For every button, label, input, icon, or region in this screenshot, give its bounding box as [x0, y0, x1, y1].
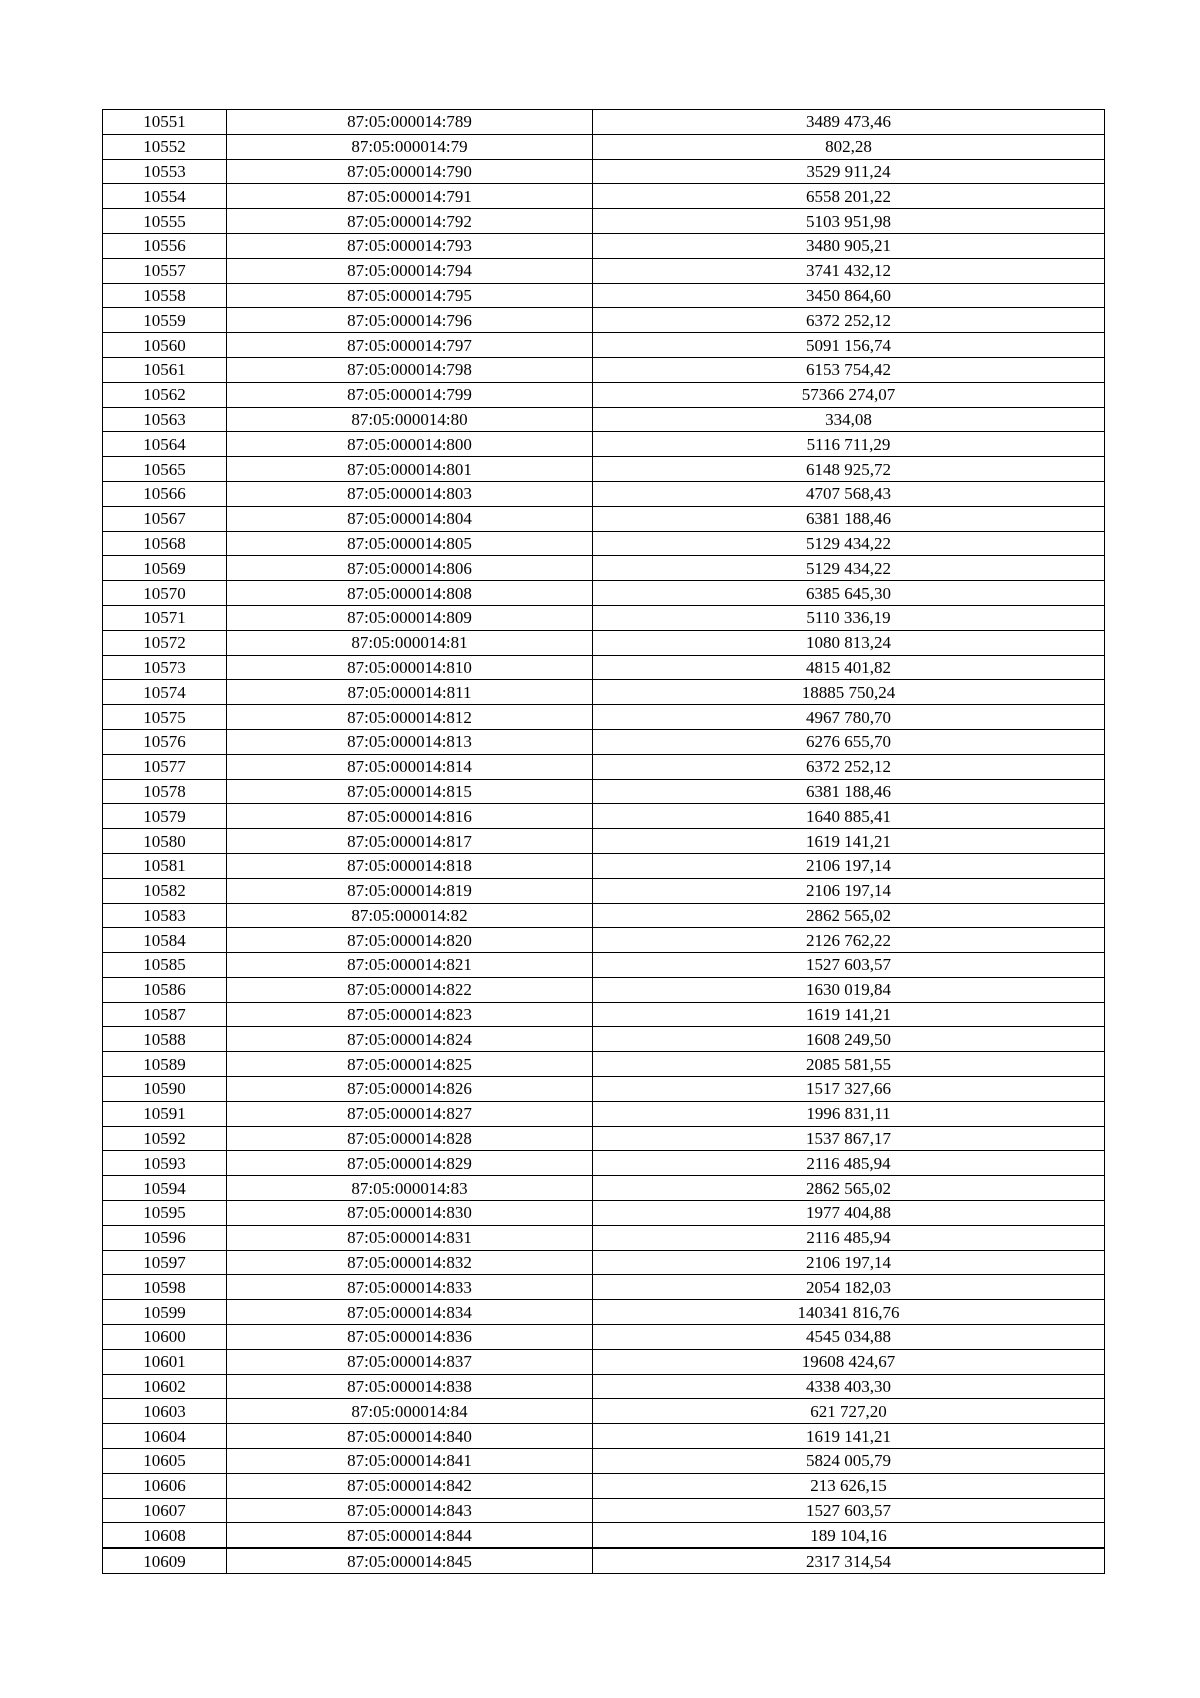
- table-row: [103, 1052, 1105, 1077]
- cadastral-number-cell: 87:05:000014:818: [227, 853, 593, 878]
- cadastral-value-cell: 4707 568,43: [593, 481, 1105, 506]
- row-number-cell: 10597: [103, 1250, 227, 1275]
- row-number-cell: 10551: [103, 110, 227, 135]
- row-number-cell: 10595: [103, 1201, 227, 1226]
- row-number-cell: 10577: [103, 754, 227, 779]
- cadastral-value-cell: 1517 327,66: [593, 1077, 1105, 1102]
- cadastral-number-cell: 87:05:000014:820: [227, 928, 593, 953]
- row-number-cell: 10555: [103, 209, 227, 234]
- cadastral-value-cell: 1996 831,11: [593, 1101, 1105, 1126]
- cadastral-value-cell: 1527 603,57: [593, 1498, 1105, 1523]
- cadastral-number-cell: 87:05:000014:804: [227, 506, 593, 531]
- table-row: [103, 878, 1105, 903]
- cadastral-number-cell: 87:05:000014:836: [227, 1325, 593, 1350]
- row-number-cell: 10599: [103, 1300, 227, 1325]
- cadastral-number-cell: 87:05:000014:837: [227, 1349, 593, 1374]
- cadastral-number-cell: 87:05:000014:79: [227, 134, 593, 159]
- cadastral-value-cell: 213 626,15: [593, 1473, 1105, 1498]
- row-number-cell: 10552: [103, 134, 227, 159]
- row-number-cell: 10573: [103, 655, 227, 680]
- table-row: [103, 457, 1105, 482]
- cadastral-value-cell: 6148 925,72: [593, 457, 1105, 482]
- cadastral-value-cell: 140341 816,76: [593, 1300, 1105, 1325]
- cadastral-value-cell: 4815 401,82: [593, 655, 1105, 680]
- table-body: [103, 110, 1105, 1574]
- row-number-cell: 10572: [103, 630, 227, 655]
- cadastral-number-cell: 87:05:000014:84: [227, 1399, 593, 1424]
- row-number-cell: 10593: [103, 1151, 227, 1176]
- cadastral-number-cell: 87:05:000014:789: [227, 110, 593, 135]
- cadastral-value-cell: 189 104,16: [593, 1523, 1105, 1548]
- cadastral-number-cell: 87:05:000014:827: [227, 1101, 593, 1126]
- cadastral-number-cell: 87:05:000014:840: [227, 1424, 593, 1449]
- table-row: [103, 680, 1105, 705]
- table-row: [103, 159, 1105, 184]
- cadastral-value-cell: 5824 005,79: [593, 1449, 1105, 1474]
- row-number-cell: 10580: [103, 829, 227, 854]
- row-number-cell: 10582: [103, 878, 227, 903]
- table-row: [103, 829, 1105, 854]
- cadastral-number-cell: 87:05:000014:797: [227, 333, 593, 358]
- cadastral-value-cell: 1977 404,88: [593, 1201, 1105, 1226]
- row-number-cell: 10558: [103, 283, 227, 308]
- table-row: [103, 1002, 1105, 1027]
- cadastral-value-cell: 1619 141,21: [593, 1002, 1105, 1027]
- cadastral-value-cell: 2106 197,14: [593, 878, 1105, 903]
- cadastral-number-cell: 87:05:000014:830: [227, 1201, 593, 1226]
- row-number-cell: 10579: [103, 804, 227, 829]
- table-row: [103, 1176, 1105, 1201]
- cadastral-value-cell: 2085 581,55: [593, 1052, 1105, 1077]
- row-number-cell: 10589: [103, 1052, 227, 1077]
- cadastral-number-cell: 87:05:000014:833: [227, 1275, 593, 1300]
- table-row: [103, 1126, 1105, 1151]
- cadastral-number-cell: 87:05:000014:796: [227, 308, 593, 333]
- cadastral-value-cell: 1080 813,24: [593, 630, 1105, 655]
- table-row: [103, 308, 1105, 333]
- cadastral-number-cell: 87:05:000014:80: [227, 407, 593, 432]
- cadastral-number-cell: 87:05:000014:814: [227, 754, 593, 779]
- table-row: [103, 209, 1105, 234]
- cadastral-number-cell: 87:05:000014:831: [227, 1225, 593, 1250]
- cadastral-number-cell: 87:05:000014:821: [227, 953, 593, 978]
- row-number-cell: 10594: [103, 1176, 227, 1201]
- cadastral-value-cell: 802,28: [593, 134, 1105, 159]
- cadastral-number-cell: 87:05:000014:812: [227, 705, 593, 730]
- cadastral-number-cell: 87:05:000014:793: [227, 233, 593, 258]
- row-number-cell: 10574: [103, 680, 227, 705]
- table-row: [103, 804, 1105, 829]
- table-row: [103, 407, 1105, 432]
- cadastral-value-cell: 1608 249,50: [593, 1027, 1105, 1052]
- cadastral-value-cell: 6276 655,70: [593, 729, 1105, 754]
- table-row: [103, 1548, 1105, 1573]
- cadastral-value-cell: 4545 034,88: [593, 1325, 1105, 1350]
- cadastral-value-cell: 1537 867,17: [593, 1126, 1105, 1151]
- table-row: [103, 953, 1105, 978]
- cadastral-number-cell: 87:05:000014:816: [227, 804, 593, 829]
- table-row: [103, 1151, 1105, 1176]
- row-number-cell: 10586: [103, 977, 227, 1002]
- table-row: [103, 581, 1105, 606]
- table-row: [103, 1250, 1105, 1275]
- cadastral-value-cell: 1619 141,21: [593, 1424, 1105, 1449]
- cadastral-number-cell: 87:05:000014:832: [227, 1250, 593, 1275]
- cadastral-value-cell: 2126 762,22: [593, 928, 1105, 953]
- table-row: [103, 283, 1105, 308]
- table-row: [103, 1498, 1105, 1523]
- cadastral-value-cell: 57366 274,07: [593, 382, 1105, 407]
- cadastral-number-cell: 87:05:000014:82: [227, 903, 593, 928]
- cadastral-number-cell: 87:05:000014:817: [227, 829, 593, 854]
- row-number-cell: 10609: [103, 1548, 227, 1573]
- cadastral-value-cell: 18885 750,24: [593, 680, 1105, 705]
- table-row: [103, 630, 1105, 655]
- cadastral-number-cell: 87:05:000014:799: [227, 382, 593, 407]
- table-row: [103, 903, 1105, 928]
- cadastral-number-cell: 87:05:000014:791: [227, 184, 593, 209]
- cadastral-number-cell: 87:05:000014:83: [227, 1176, 593, 1201]
- table-row: [103, 977, 1105, 1002]
- table-row: [103, 754, 1105, 779]
- cadastral-value-cell: 2116 485,94: [593, 1225, 1105, 1250]
- row-number-cell: 10606: [103, 1473, 227, 1498]
- table-row: [103, 1523, 1105, 1548]
- cadastral-value-cell: 5110 336,19: [593, 605, 1105, 630]
- cadastral-value-cell: 5103 951,98: [593, 209, 1105, 234]
- table-row: [103, 432, 1105, 457]
- cadastral-number-cell: 87:05:000014:822: [227, 977, 593, 1002]
- cadastral-value-cell: 6381 188,46: [593, 506, 1105, 531]
- row-number-cell: 10598: [103, 1275, 227, 1300]
- row-number-cell: 10562: [103, 382, 227, 407]
- row-number-cell: 10553: [103, 159, 227, 184]
- table-row: [103, 357, 1105, 382]
- cadastral-value-cell: 4338 403,30: [593, 1374, 1105, 1399]
- cadastral-number-cell: 87:05:000014:824: [227, 1027, 593, 1052]
- row-number-cell: 10584: [103, 928, 227, 953]
- row-number-cell: 10564: [103, 432, 227, 457]
- row-number-cell: 10559: [103, 308, 227, 333]
- table-row: [103, 1349, 1105, 1374]
- row-number-cell: 10608: [103, 1523, 227, 1548]
- table-row: [103, 705, 1105, 730]
- cadastral-number-cell: 87:05:000014:845: [227, 1548, 593, 1573]
- cadastral-number-cell: 87:05:000014:828: [227, 1126, 593, 1151]
- cadastral-number-cell: 87:05:000014:792: [227, 209, 593, 234]
- cadastral-value-cell: 2106 197,14: [593, 1250, 1105, 1275]
- cadastral-value-cell: 3489 473,46: [593, 110, 1105, 135]
- table-row: [103, 1201, 1105, 1226]
- table-row: [103, 655, 1105, 680]
- cadastral-number-cell: 87:05:000014:838: [227, 1374, 593, 1399]
- row-number-cell: 10557: [103, 258, 227, 283]
- cadastral-value-cell: 5129 434,22: [593, 531, 1105, 556]
- cadastral-value-cell: 4967 780,70: [593, 705, 1105, 730]
- cadastral-value-cell: 6372 252,12: [593, 754, 1105, 779]
- cadastral-value-cell: 1630 019,84: [593, 977, 1105, 1002]
- row-number-cell: 10569: [103, 556, 227, 581]
- cadastral-number-cell: 87:05:000014:823: [227, 1002, 593, 1027]
- table-row: [103, 779, 1105, 804]
- cadastral-value-cell: 2116 485,94: [593, 1151, 1105, 1176]
- table-row: [103, 134, 1105, 159]
- table-row: [103, 1101, 1105, 1126]
- row-number-cell: 10554: [103, 184, 227, 209]
- table-row: [103, 1449, 1105, 1474]
- row-number-cell: 10578: [103, 779, 227, 804]
- table-row: [103, 1374, 1105, 1399]
- cadastral-number-cell: 87:05:000014:841: [227, 1449, 593, 1474]
- cadastral-number-cell: 87:05:000014:834: [227, 1300, 593, 1325]
- cadastral-number-cell: 87:05:000014:825: [227, 1052, 593, 1077]
- row-number-cell: 10603: [103, 1399, 227, 1424]
- cadastral-value-cell: 2862 565,02: [593, 903, 1105, 928]
- table-row: [103, 1300, 1105, 1325]
- table-row: [103, 258, 1105, 283]
- table-row: [103, 853, 1105, 878]
- cadastral-value-cell: 3529 911,24: [593, 159, 1105, 184]
- table-row: [103, 481, 1105, 506]
- cadastral-value-cell: 2862 565,02: [593, 1176, 1105, 1201]
- row-number-cell: 10601: [103, 1349, 227, 1374]
- row-number-cell: 10571: [103, 605, 227, 630]
- row-number-cell: 10556: [103, 233, 227, 258]
- cadastral-number-cell: 87:05:000014:815: [227, 779, 593, 804]
- cadastral-value-cell: 5129 434,22: [593, 556, 1105, 581]
- row-number-cell: 10583: [103, 903, 227, 928]
- row-number-cell: 10566: [103, 481, 227, 506]
- table-row: [103, 729, 1105, 754]
- cadastral-value-cell: 19608 424,67: [593, 1349, 1105, 1374]
- cadastral-value-table: [102, 109, 1105, 1574]
- row-number-cell: 10581: [103, 853, 227, 878]
- cadastral-value-cell: 6372 252,12: [593, 308, 1105, 333]
- cadastral-value-cell: 1619 141,21: [593, 829, 1105, 854]
- cadastral-value-cell: 3480 905,21: [593, 233, 1105, 258]
- cadastral-number-cell: 87:05:000014:794: [227, 258, 593, 283]
- row-number-cell: 10575: [103, 705, 227, 730]
- table-row: [103, 1275, 1105, 1300]
- row-number-cell: 10565: [103, 457, 227, 482]
- row-number-cell: 10576: [103, 729, 227, 754]
- cadastral-value-cell: 1640 885,41: [593, 804, 1105, 829]
- table-row: [103, 605, 1105, 630]
- cadastral-number-cell: 87:05:000014:808: [227, 581, 593, 606]
- cadastral-value-cell: 6153 754,42: [593, 357, 1105, 382]
- cadastral-value-cell: 621 727,20: [593, 1399, 1105, 1424]
- row-number-cell: 10596: [103, 1225, 227, 1250]
- cadastral-number-cell: 87:05:000014:805: [227, 531, 593, 556]
- table-row: [103, 1225, 1105, 1250]
- cadastral-value-cell: 3741 432,12: [593, 258, 1105, 283]
- cadastral-value-cell: 334,08: [593, 407, 1105, 432]
- cadastral-number-cell: 87:05:000014:811: [227, 680, 593, 705]
- row-number-cell: 10567: [103, 506, 227, 531]
- table-row: [103, 184, 1105, 209]
- table-row: [103, 1325, 1105, 1350]
- row-number-cell: 10602: [103, 1374, 227, 1399]
- table-row: [103, 556, 1105, 581]
- cadastral-number-cell: 87:05:000014:803: [227, 481, 593, 506]
- table-row: [103, 333, 1105, 358]
- row-number-cell: 10560: [103, 333, 227, 358]
- table-row: [103, 1077, 1105, 1102]
- row-number-cell: 10590: [103, 1077, 227, 1102]
- cadastral-value-cell: 2317 314,54: [593, 1548, 1105, 1573]
- row-number-cell: 10587: [103, 1002, 227, 1027]
- cadastral-number-cell: 87:05:000014:819: [227, 878, 593, 903]
- table-row: [103, 928, 1105, 953]
- table-row: [103, 531, 1105, 556]
- table-row: [103, 110, 1105, 135]
- table-row: [103, 1027, 1105, 1052]
- cadastral-value-cell: 5091 156,74: [593, 333, 1105, 358]
- row-number-cell: 10591: [103, 1101, 227, 1126]
- cadastral-value-cell: 6385 645,30: [593, 581, 1105, 606]
- cadastral-number-cell: 87:05:000014:81: [227, 630, 593, 655]
- cadastral-number-cell: 87:05:000014:801: [227, 457, 593, 482]
- cadastral-number-cell: 87:05:000014:806: [227, 556, 593, 581]
- cadastral-value-cell: 6558 201,22: [593, 184, 1105, 209]
- cadastral-number-cell: 87:05:000014:842: [227, 1473, 593, 1498]
- row-number-cell: 10604: [103, 1424, 227, 1449]
- row-number-cell: 10605: [103, 1449, 227, 1474]
- row-number-cell: 10568: [103, 531, 227, 556]
- cadastral-value-cell: 2054 182,03: [593, 1275, 1105, 1300]
- table-row: [103, 1399, 1105, 1424]
- cadastral-number-cell: 87:05:000014:795: [227, 283, 593, 308]
- cadastral-number-cell: 87:05:000014:813: [227, 729, 593, 754]
- cadastral-value-cell: 6381 188,46: [593, 779, 1105, 804]
- table-row: [103, 506, 1105, 531]
- cadastral-number-cell: 87:05:000014:844: [227, 1523, 593, 1548]
- cadastral-value-cell: 1527 603,57: [593, 953, 1105, 978]
- table-row: [103, 1473, 1105, 1498]
- row-number-cell: 10563: [103, 407, 227, 432]
- row-number-cell: 10588: [103, 1027, 227, 1052]
- cadastral-number-cell: 87:05:000014:790: [227, 159, 593, 184]
- table-row: [103, 233, 1105, 258]
- row-number-cell: 10585: [103, 953, 227, 978]
- table-row: [103, 382, 1105, 407]
- cadastral-number-cell: 87:05:000014:809: [227, 605, 593, 630]
- cadastral-number-cell: 87:05:000014:798: [227, 357, 593, 382]
- cadastral-value-cell: 2106 197,14: [593, 853, 1105, 878]
- row-number-cell: 10607: [103, 1498, 227, 1523]
- row-number-cell: 10592: [103, 1126, 227, 1151]
- cadastral-number-cell: 87:05:000014:810: [227, 655, 593, 680]
- cadastral-value-cell: 5116 711,29: [593, 432, 1105, 457]
- cadastral-number-cell: 87:05:000014:800: [227, 432, 593, 457]
- row-number-cell: 10600: [103, 1325, 227, 1350]
- table-row: [103, 1424, 1105, 1449]
- cadastral-number-cell: 87:05:000014:843: [227, 1498, 593, 1523]
- cadastral-value-cell: 3450 864,60: [593, 283, 1105, 308]
- row-number-cell: 10561: [103, 357, 227, 382]
- row-number-cell: 10570: [103, 581, 227, 606]
- cadastral-number-cell: 87:05:000014:826: [227, 1077, 593, 1102]
- cadastral-number-cell: 87:05:000014:829: [227, 1151, 593, 1176]
